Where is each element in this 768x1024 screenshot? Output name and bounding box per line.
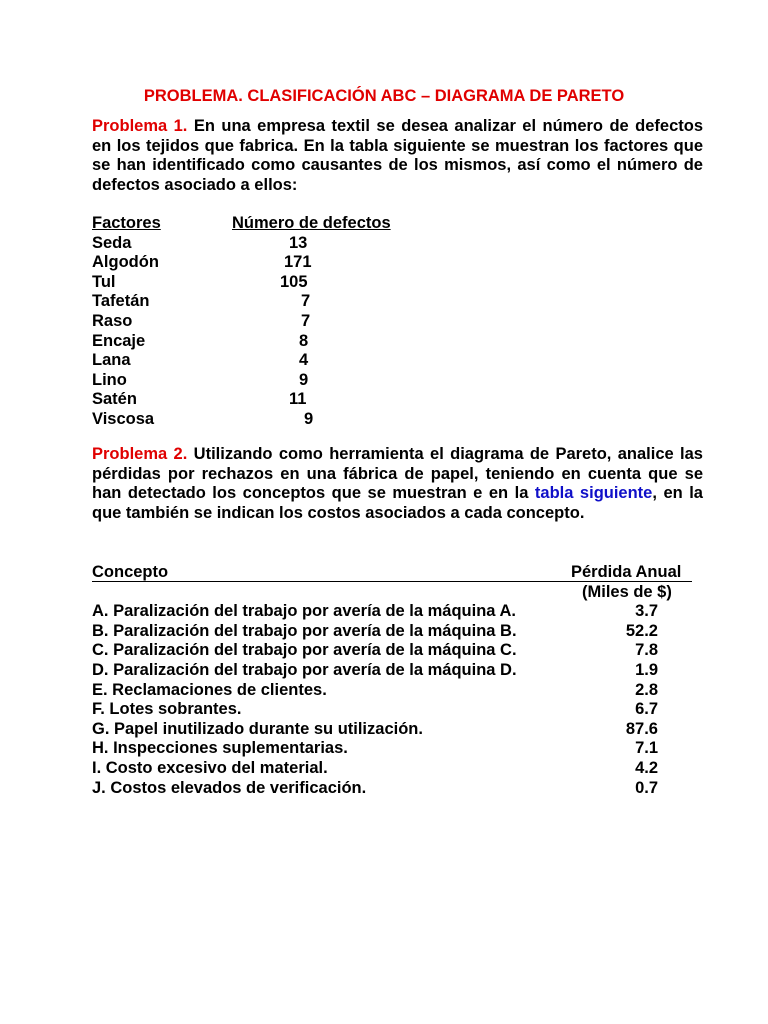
- factor-name: Viscosa: [92, 409, 155, 428]
- annual-loss: 7.1: [635, 739, 658, 758]
- losses-table-unit-row: [92, 583, 702, 603]
- factor-name: Tafetán: [92, 292, 150, 311]
- concept-name: E. Reclamaciones de clientes.: [92, 680, 327, 699]
- factor-name: Seda: [92, 233, 132, 252]
- table-row: [92, 661, 702, 681]
- problem-2-statement: [92, 445, 703, 523]
- table-row: [92, 273, 432, 293]
- concept-name: J. Costos elevados de verificación.: [92, 778, 367, 797]
- factor-name: Lino: [92, 370, 127, 389]
- table-row: [92, 681, 702, 701]
- defect-count: 4: [299, 351, 309, 370]
- defect-count: 7: [301, 292, 311, 311]
- table-row: [92, 390, 432, 410]
- factor-name: Tul: [92, 272, 116, 291]
- defect-count: 8: [299, 331, 309, 350]
- table-row: [92, 700, 702, 720]
- header-concept: Concepto: [92, 563, 169, 581]
- defects-table-header: [92, 214, 432, 234]
- defect-count: 7: [301, 311, 311, 330]
- annual-loss: 4.2: [635, 758, 658, 777]
- concept-name: D. Paralización del trabajo por avería de la máquina D.: [92, 660, 517, 679]
- table-row: [92, 332, 432, 352]
- defect-count: 171: [284, 253, 312, 272]
- defect-count: 9: [304, 409, 314, 428]
- table-row: [92, 739, 702, 759]
- defect-count: 13: [289, 233, 308, 252]
- table-row: [92, 312, 432, 332]
- concept-name: G. Papel inutilizado durante su utilización.: [92, 719, 423, 738]
- table-row: [92, 351, 432, 371]
- header-factors: Factores: [92, 214, 161, 232]
- problem-2-label: Problema 2.: [92, 445, 188, 463]
- table-row: [92, 410, 432, 430]
- annual-loss: 1.9: [635, 660, 658, 679]
- annual-loss: 3.7: [635, 602, 658, 621]
- table-row: [92, 292, 432, 312]
- annual-loss: 52.2: [625, 621, 658, 640]
- problem-1-label: Problema 1.: [92, 117, 188, 135]
- factor-name: Lana: [92, 351, 131, 370]
- table-reference-link[interactable]: tabla siguiente: [534, 484, 653, 503]
- annual-loss: 7.8: [635, 641, 658, 660]
- defect-count: 105: [280, 272, 308, 291]
- losses-table: [92, 563, 702, 798]
- factor-name: Satén: [92, 390, 137, 409]
- table-row: [92, 641, 702, 661]
- concept-name: A. Paralización del trabajo por avería de la máquina A.: [92, 602, 516, 621]
- header-annual-loss: Pérdida Anual: [571, 563, 682, 581]
- defect-count: 9: [299, 370, 309, 389]
- problem-1-text: En una empresa textil se desea analizar el número de defectos en los tejidos que fabrica. En la tabla siguiente se muestran los factores que se han identificado como causantes de los mismos, así como el número de defectos asociado a ellos:: [92, 117, 703, 194]
- header-unit: (Miles de $): [582, 582, 672, 601]
- table-row: [92, 371, 432, 391]
- factor-name: Raso: [92, 311, 133, 330]
- table-row: [92, 759, 702, 779]
- annual-loss: 87.6: [625, 719, 658, 738]
- defects-table: [92, 214, 432, 430]
- problem-2-text-a: Utilizando como herramienta el diagrama de Pareto, analice las pérdidas por rechazos en una fábrica de papel, teniendo en cuenta que se han detectado los conceptos que se muestran e en la: [92, 445, 703, 503]
- factor-name: Encaje: [92, 331, 146, 350]
- table-row: [92, 779, 702, 799]
- concept-name: F. Lotes sobrantes.: [92, 700, 242, 719]
- table-row: [92, 253, 432, 273]
- problem-2-text-b: , en la que también se indican los costos asociados a cada concepto.: [92, 484, 703, 522]
- factor-name: Algodón: [92, 253, 159, 272]
- problem-1-statement: [92, 117, 703, 195]
- table-row: [92, 234, 432, 254]
- document-title: PROBLEMA. CLASIFICACIÓN ABC – DIAGRAMA DE PARETO: [143, 87, 625, 105]
- losses-table-header: [92, 563, 702, 583]
- annual-loss: 0.7: [635, 778, 658, 797]
- annual-loss: 6.7: [635, 700, 658, 719]
- header-defect-count: Número de defectos: [232, 214, 391, 232]
- concept-name: H. Inspecciones suplementarias.: [92, 739, 348, 758]
- concept-name: C. Paralización del trabajo por avería de la máquina C.: [92, 641, 517, 660]
- annual-loss: 2.8: [635, 680, 658, 699]
- table-row: [92, 720, 702, 740]
- concept-name: B. Paralización del trabajo por avería de la máquina B.: [92, 621, 517, 640]
- table-row: [92, 622, 702, 642]
- table-row: [92, 602, 702, 622]
- concept-name: I. Costo excesivo del material.: [92, 758, 328, 777]
- defect-count: 11: [289, 390, 307, 409]
